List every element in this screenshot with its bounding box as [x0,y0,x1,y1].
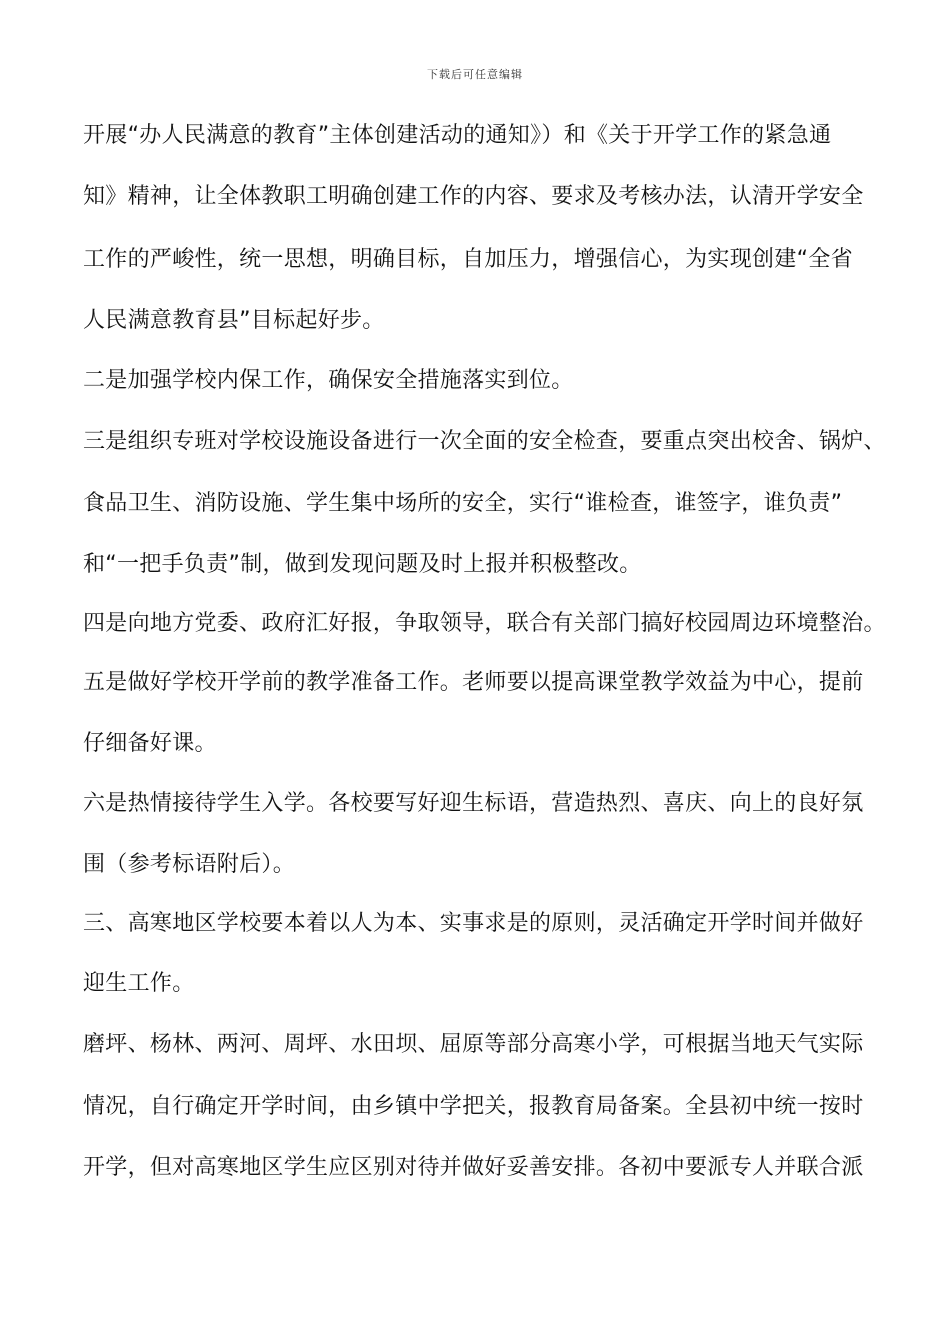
text-line: 迎生工作。 [83,971,195,996]
text-line: 开展“办人民满意的教育”主体创建活动的通知》）和《关于开学工作的紧急通 [83,123,832,148]
text-line: 五是做好学校开学前的教学准备工作。老师要以提高课堂教学效益为中心，提前 [83,670,864,695]
text-line: 三、高寒地区学校要本着以人为本、实事求是的原则，灵活确定开学时间并做好 [83,911,864,936]
text-line: 三是组织专班对学校设施设备进行一次全面的安全检查，要重点突出校舍、锅炉、 [83,429,886,454]
text-line: 六是热情接待学生入学。各校要写好迎生标语，营造热烈、喜庆、向上的良好氛 [83,791,864,816]
text-line: 围（参考标语附后）。 [83,852,296,877]
text-line: 四是向地方党委、政府汇好报，争取领导，联合有关部门搞好校园周边环境整治。 [83,611,886,636]
text-line: 人民满意教育县”目标起好步。 [83,308,385,333]
text-line: 二是加强学校内保工作，确保安全措施落实到位。 [83,368,574,393]
text-line: 情况，自行确定开学时间，由乡镇中学把关，报教育局备案。全县初中统一按时 [83,1094,864,1119]
text-line: 工作的严峻性，统一思想，明确目标，自加压力，增强信心，为实现创建“全省 [83,247,853,272]
text-line: 磨坪、杨林、两河、周坪、水田坝、屈原等部分高寒小学，可根据当地天气实际 [83,1032,864,1057]
text-line: 开学，但对高寒地区学生应区别对待并做好妥善安排。各初中要派专人并联合派 [83,1155,864,1180]
text-line: 仔细备好课。 [83,731,217,756]
text-line: 食品卫生、消防设施、学生集中场所的安全，实行“谁检查，谁签字，谁负责” [83,491,843,516]
text-line: 和“一把手负责”制，做到发现问题及时上报并积极整改。 [83,552,642,577]
text-line: 知》精神，让全体教职工明确创建工作的内容、要求及考核办法，认清开学安全 [83,184,864,209]
page-header: 下载后可任意编辑 [427,68,523,81]
